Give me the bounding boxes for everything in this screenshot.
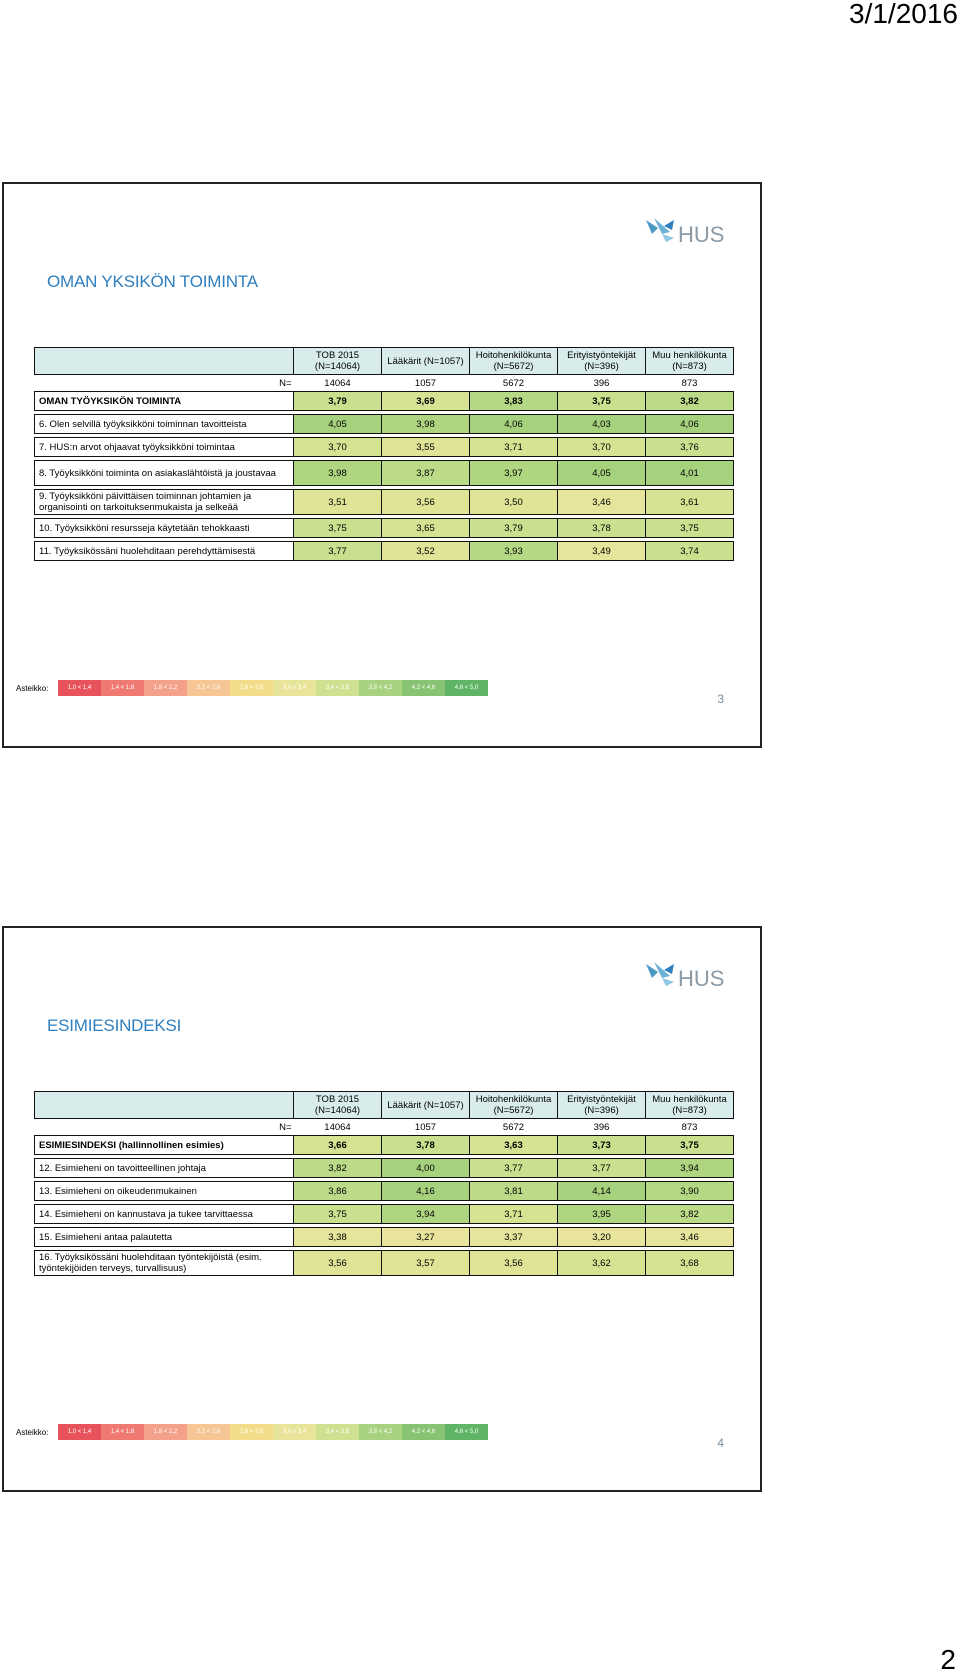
score-cell: 3,83 <box>470 392 558 411</box>
score-cell: 3,98 <box>294 461 382 486</box>
scale-label: Asteikko: <box>16 684 49 693</box>
slide-number: 3 <box>717 692 724 706</box>
n-row <box>35 1119 734 1136</box>
table-row <box>35 1182 734 1201</box>
row-label: 7. HUS:n arvot ohjaavat työyksikköni toimintaa <box>35 438 294 457</box>
score-cell: 3,50 <box>470 490 558 515</box>
score-cell: 3,56 <box>294 1251 382 1276</box>
scale-segment: 4,6 < 5,0 <box>445 1424 488 1440</box>
score-cell: 4,05 <box>294 415 382 434</box>
scale-segment: 3,8 < 4,2 <box>359 680 402 696</box>
n-label: N= <box>279 1121 292 1133</box>
table-row <box>35 415 734 434</box>
scale-segment: 3,0 < 3,4 <box>273 680 316 696</box>
n-value: 14064 <box>324 1121 351 1133</box>
score-cell: 3,71 <box>470 1205 558 1224</box>
scale-segment: 1,8 < 2,2 <box>144 1424 187 1440</box>
score-cell: 3,82 <box>646 1205 734 1224</box>
hus-logo <box>644 956 734 996</box>
score-cell: 3,46 <box>558 490 646 515</box>
score-cell: 3,93 <box>470 542 558 561</box>
scale-segment: 2,2 < 2,6 <box>187 680 230 696</box>
column-header: Lääkärit (N=1057) <box>382 348 470 375</box>
score-cell: 3,78 <box>382 1136 470 1155</box>
scale-segment: 1,0 < 1,4 <box>58 680 101 696</box>
column-header: Lääkärit (N=1057) <box>382 1092 470 1119</box>
score-cell: 3,95 <box>558 1205 646 1224</box>
n-value: 396 <box>593 377 610 389</box>
score-cell: 3,81 <box>470 1182 558 1201</box>
column-header: Erityistyöntekijät (N=396) <box>558 1092 646 1119</box>
table-row <box>35 542 734 561</box>
svg-text:HUS: HUS <box>678 966 725 991</box>
score-cell: 4,16 <box>382 1182 470 1201</box>
scale-segment: 1,0 < 1,4 <box>58 1424 101 1440</box>
score-cell: 4,06 <box>646 415 734 434</box>
column-header: TOB 2015 (N=14064) <box>294 348 382 375</box>
row-label: 16. Työyksikössäni huolehditaan työntekijöistä (esim. työntekijöiden terveys, turvallisuus) <box>35 1251 294 1276</box>
n-value: 14064 <box>324 377 351 389</box>
score-cell: 3,57 <box>382 1251 470 1276</box>
scale-segment: 4,2 < 4,6 <box>402 1424 445 1440</box>
results-table <box>34 1091 734 1276</box>
row-label: 14. Esimieheni on kannustava ja tukee tarvittaessa <box>35 1205 294 1224</box>
scale-segment: 1,4 < 1,8 <box>101 680 144 696</box>
row-label: 12. Esimieheni on tavoitteellinen johtaja <box>35 1159 294 1178</box>
scale-segment: 1,8 < 2,2 <box>144 680 187 696</box>
score-cell: 3,73 <box>558 1136 646 1155</box>
table-row <box>35 438 734 457</box>
n-label: N= <box>279 377 292 389</box>
column-header: Muu henkilökunta (N=873) <box>646 348 734 375</box>
scale-segment: 3,4 < 3,8 <box>316 680 359 696</box>
scale-segment: 3,0 < 3,4 <box>273 1424 316 1440</box>
table-row <box>35 1136 734 1155</box>
n-value: 5672 <box>502 377 525 389</box>
slide-title: ESIMIESINDEKSI <box>47 1016 182 1035</box>
score-cell: 3,27 <box>382 1228 470 1247</box>
score-cell: 3,69 <box>382 392 470 411</box>
score-cell: 4,06 <box>470 415 558 434</box>
score-cell: 3,51 <box>294 490 382 515</box>
score-cell: 3,56 <box>382 490 470 515</box>
header-blank-cell <box>35 1092 294 1119</box>
scale-segment: 1,4 < 1,8 <box>101 1424 144 1440</box>
table-row <box>35 1159 734 1178</box>
n-value: 1057 <box>414 377 437 389</box>
row-label: 11. Työyksikössäni huolehditaan perehdyttämisestä <box>35 542 294 561</box>
score-cell: 3,38 <box>294 1228 382 1247</box>
slide-number: 4 <box>717 1436 724 1450</box>
score-cell: 3,75 <box>558 392 646 411</box>
row-label: 15. Esimieheni antaa palautetta <box>35 1228 294 1247</box>
scale-segment: 4,2 < 4,6 <box>402 680 445 696</box>
hus-logo-mark-icon <box>646 218 674 242</box>
n-value: 873 <box>681 377 698 389</box>
scale-segment: 4,6 < 5,0 <box>445 680 488 696</box>
row-label: OMAN TYÖYKSIKÖN TOIMINTA <box>35 392 294 411</box>
score-cell: 3,52 <box>382 542 470 561</box>
score-cell: 3,82 <box>646 392 734 411</box>
hus-logo <box>644 212 734 252</box>
results-table <box>34 347 734 561</box>
scale-legend <box>16 679 516 699</box>
score-cell: 3,56 <box>470 1251 558 1276</box>
score-cell: 4,00 <box>382 1159 470 1178</box>
row-label: ESIMIESINDEKSI (hallinnollinen esimies) <box>35 1136 294 1155</box>
scale-segment: 2,2 < 2,6 <box>187 1424 230 1440</box>
score-cell: 4,01 <box>646 461 734 486</box>
scale-legend <box>16 1423 516 1443</box>
n-value: 5672 <box>502 1121 525 1133</box>
table-row <box>35 1251 734 1276</box>
score-cell: 3,94 <box>646 1159 734 1178</box>
column-header: Erityistyöntekijät (N=396) <box>558 348 646 375</box>
score-cell: 3,76 <box>646 438 734 457</box>
score-cell: 3,90 <box>646 1182 734 1201</box>
table-row <box>35 461 734 486</box>
page-number: 2 <box>940 1644 956 1675</box>
score-cell: 3,86 <box>294 1182 382 1201</box>
svg-text:HUS: HUS <box>678 222 725 247</box>
score-cell: 3,70 <box>558 438 646 457</box>
score-cell: 3,77 <box>470 1159 558 1178</box>
score-cell: 3,74 <box>646 542 734 561</box>
scale-segment: 3,8 < 4,2 <box>359 1424 402 1440</box>
table-row <box>35 392 734 411</box>
n-value: 873 <box>681 1121 698 1133</box>
score-cell: 3,97 <box>470 461 558 486</box>
score-cell: 3,78 <box>558 519 646 538</box>
scale-label: Asteikko: <box>16 1428 49 1437</box>
scale-bar <box>58 1424 488 1440</box>
table-header-row <box>35 348 734 375</box>
score-cell: 3,77 <box>558 1159 646 1178</box>
table-row <box>35 1228 734 1247</box>
n-value: 1057 <box>414 1121 437 1133</box>
column-header: Hoitohenkilökunta (N=5672) <box>470 348 558 375</box>
score-cell: 3,75 <box>294 1205 382 1224</box>
row-label: 13. Esimieheni on oikeudenmukainen <box>35 1182 294 1201</box>
score-cell: 3,37 <box>470 1228 558 1247</box>
scale-segment: 3,4 < 3,8 <box>316 1424 359 1440</box>
scale-bar <box>58 680 488 696</box>
score-cell: 3,98 <box>382 415 470 434</box>
score-cell: 3,75 <box>646 519 734 538</box>
row-label: 9. Työyksikköni päivittäisen toiminnan johtamien ja organisointi on tarkoituksenmukaista ja selkeää <box>35 490 294 515</box>
score-cell: 3,75 <box>646 1136 734 1155</box>
score-cell: 3,63 <box>470 1136 558 1155</box>
n-value: 396 <box>593 1121 610 1133</box>
hus-logo-mark-icon <box>646 962 674 986</box>
row-label: 10. Työyksikköni resursseja käytetään tehokkaasti <box>35 519 294 538</box>
page-date: 3/1/2016 <box>849 0 958 29</box>
table-row <box>35 490 734 515</box>
slide-esimiesindeksi <box>2 926 762 1492</box>
row-label: 8. Työyksikköni toiminta on asiakaslähtöistä ja joustavaa <box>35 461 294 486</box>
scale-segment: 2,6 < 3,0 <box>230 680 273 696</box>
column-header: Muu henkilökunta (N=873) <box>646 1092 734 1119</box>
score-cell: 3,49 <box>558 542 646 561</box>
column-header: Hoitohenkilökunta (N=5672) <box>470 1092 558 1119</box>
score-cell: 3,20 <box>558 1228 646 1247</box>
score-cell: 3,79 <box>470 519 558 538</box>
score-cell: 3,66 <box>294 1136 382 1155</box>
score-cell: 3,82 <box>294 1159 382 1178</box>
score-cell: 3,77 <box>294 542 382 561</box>
score-cell: 3,70 <box>294 438 382 457</box>
score-cell: 4,14 <box>558 1182 646 1201</box>
table-header-row <box>35 1092 734 1119</box>
score-cell: 3,94 <box>382 1205 470 1224</box>
column-header: TOB 2015 (N=14064) <box>294 1092 382 1119</box>
score-cell: 3,55 <box>382 438 470 457</box>
table-row <box>35 519 734 538</box>
score-cell: 3,79 <box>294 392 382 411</box>
score-cell: 3,62 <box>558 1251 646 1276</box>
header-blank-cell <box>35 348 294 375</box>
n-row <box>35 375 734 392</box>
score-cell: 3,65 <box>382 519 470 538</box>
score-cell: 3,68 <box>646 1251 734 1276</box>
score-cell: 3,75 <box>294 519 382 538</box>
slide-oman-yksikon-toiminta <box>2 182 762 748</box>
score-cell: 4,05 <box>558 461 646 486</box>
score-cell: 4,03 <box>558 415 646 434</box>
score-cell: 3,71 <box>470 438 558 457</box>
scale-segment: 2,6 < 3,0 <box>230 1424 273 1440</box>
score-cell: 3,87 <box>382 461 470 486</box>
slide-title: OMAN YKSIKÖN TOIMINTA <box>47 272 258 291</box>
row-label: 6. Olen selvillä työyksikköni toiminnan tavoitteista <box>35 415 294 434</box>
table-row <box>35 1205 734 1224</box>
score-cell: 3,61 <box>646 490 734 515</box>
score-cell: 3,46 <box>646 1228 734 1247</box>
